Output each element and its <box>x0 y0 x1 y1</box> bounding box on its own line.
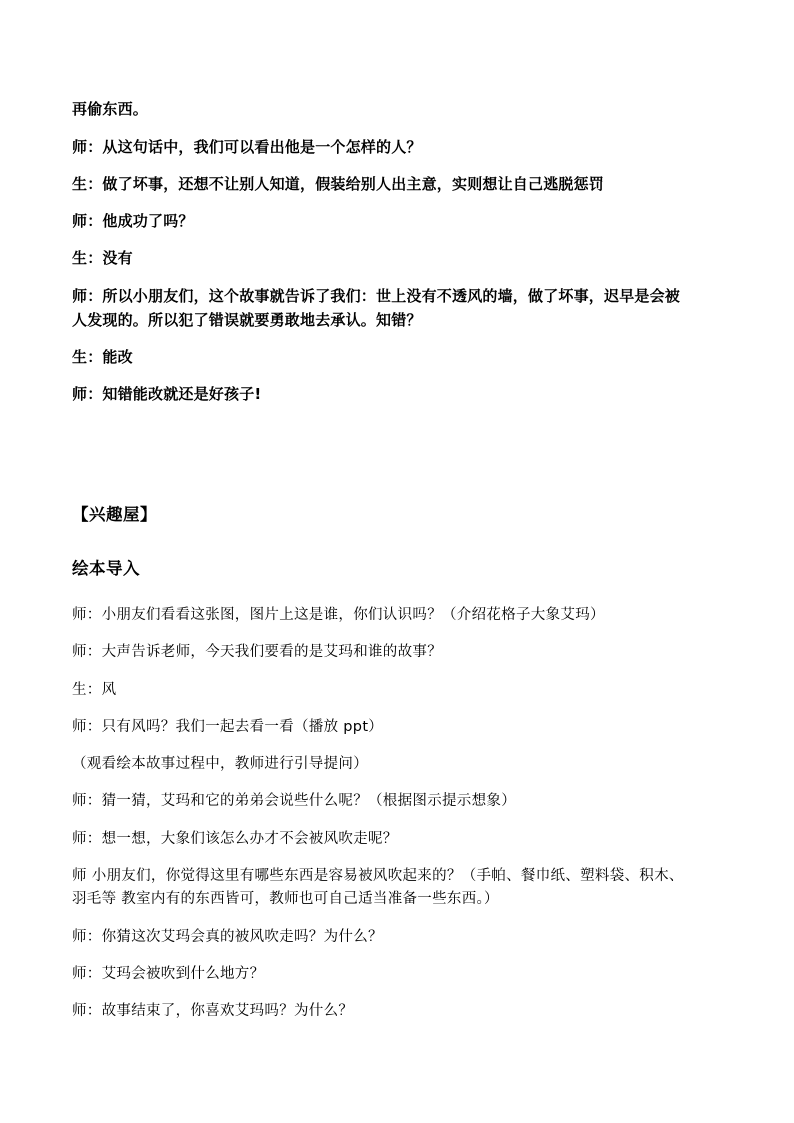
dialogue-line-teacher: 师：你猜这次艾玛会真的被风吹走吗？为什么？ <box>72 929 383 945</box>
dialogue-line-teacher-cont: 人发现的。所以犯了错误就要勇敢地去承认。知错？ <box>72 311 422 329</box>
dialogue-line-student: 生：风 <box>72 682 117 698</box>
dialogue-line-teacher: 师：小朋友们看看这张图，图片上这是谁，你们认识吗？（介绍花格子大象艾玛） <box>72 607 605 623</box>
dialogue-line-teacher: 师：艾玛会被吹到什么地方？ <box>72 966 265 982</box>
dialogue-line-teacher: 师：大声告诉老师，今天我们要看的是艾玛和谁的故事？ <box>72 644 442 660</box>
dialogue-line-continuation: 再偷东西。 <box>72 100 149 118</box>
dialogue-line-teacher: 师 小朋友们，你觉得这里有哪些东西是容易被风吹起来的？（手帕、餐巾纸、塑料袋、积木、 <box>72 868 684 884</box>
dialogue-line-teacher-cont: 羽毛等 教室内有的东西皆可，教师也可自己适当准备一些东西。） <box>72 891 499 907</box>
section-title: 【兴趣屋】 <box>72 505 157 524</box>
dialogue-line-teacher: 师：所以小朋友们，这个故事就告诉了我们：世上没有不透风的墙，做了坏事，迟早是会被 <box>72 287 681 305</box>
dialogue-line-student: 生：做了坏事，还想不让别人知道，假装给别人出主意，实则想让自己逃脱惩罚 <box>72 175 605 193</box>
stage-direction: （观看绘本故事过程中，教师进行引导提问） <box>72 756 368 772</box>
dialogue-line-teacher: 师：猜一猜，艾玛和它的弟弟会说些什么呢？（根据图示提示想象） <box>72 793 516 809</box>
dialogue-line-teacher: 师：他成功了吗？ <box>72 212 194 230</box>
dialogue-line-teacher: 师：从这句话中，我们可以看出他是一个怎样的人？ <box>72 138 422 156</box>
dialogue-line-teacher: 师：故事结束了，你喜欢艾玛吗？为什么？ <box>72 1003 354 1019</box>
dialogue-line-student: 生：没有 <box>72 249 133 267</box>
dialogue-line-teacher: 师：知错能改就还是好孩子! <box>72 385 262 403</box>
dialogue-line-teacher: 师：想一想，大象们该怎么办才不会被风吹走呢？ <box>72 831 398 847</box>
dialogue-line-student: 生：能改 <box>72 348 133 366</box>
dialogue-line-teacher: 师：只有风吗？我们一起去看一看（播放 ppt） <box>72 719 384 735</box>
subsection-title: 绘本导入 <box>72 559 140 578</box>
